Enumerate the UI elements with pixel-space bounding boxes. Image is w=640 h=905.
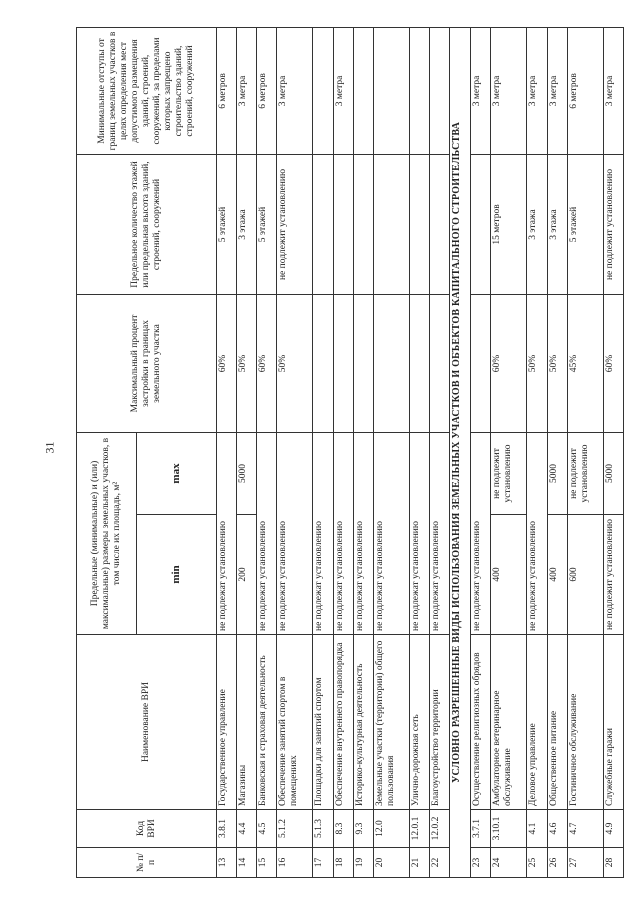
row-setback: 3 метра: [603, 27, 623, 154]
row-area-min: 600: [567, 514, 603, 634]
row-name: Благоустройство территории: [430, 634, 450, 809]
row-area-max: не подлежит установлению: [491, 432, 527, 514]
row-code: 4.1: [527, 809, 547, 847]
row-area-merged: не подлежат установлению: [217, 432, 237, 634]
row-setback: 3 метра: [527, 27, 547, 154]
row-floors: [313, 154, 333, 294]
row-name: Государственное управление: [217, 634, 237, 809]
row-number: 20: [373, 847, 409, 877]
header-area: Предельные (минимальные) и (или) максимальные) размеры земельных участков, в том числе их площадь, м²: [77, 432, 137, 634]
row-area-min: 400: [491, 514, 527, 634]
table-row: [217, 27, 237, 877]
row-percent: 50%: [527, 294, 547, 432]
rotated-table-container: [76, 28, 624, 878]
row-percent: 60%: [217, 294, 237, 432]
row-setback: 3 метра: [547, 27, 567, 154]
row-number: 17: [313, 847, 333, 877]
header-code: Код ВРИ: [77, 809, 217, 847]
row-area-merged: не подлежат установлению: [277, 432, 313, 634]
row-area-min: 400: [547, 514, 567, 634]
row-name: Площадки для занятий спортом: [313, 634, 333, 809]
table-row: [277, 27, 313, 877]
row-setback: 6 метров: [257, 27, 277, 154]
table-row: [313, 27, 333, 877]
row-number: 15: [257, 847, 277, 877]
row-name: Гостиничное обслуживание: [567, 634, 603, 809]
row-area-merged: не подлежат установлению: [257, 432, 277, 634]
table-row: [527, 27, 547, 877]
row-number: 23: [471, 847, 491, 877]
header-num: № п/п: [77, 847, 217, 877]
row-setback: 6 метров: [567, 27, 603, 154]
row-setback: 6 метров: [217, 27, 237, 154]
row-area-merged: не подлежат установлению: [430, 432, 450, 634]
row-floors: [333, 154, 353, 294]
row-number: 21: [409, 847, 429, 877]
row-name: Магазины: [237, 634, 257, 809]
row-code: 3.10.1: [491, 809, 527, 847]
row-percent: [333, 294, 353, 432]
row-floors: 5 этажей: [257, 154, 277, 294]
row-area-max: 5000: [603, 432, 623, 514]
row-number: 19: [353, 847, 373, 877]
row-setback: [353, 27, 373, 154]
row-floors: 5 этажей: [217, 154, 237, 294]
row-area-merged: не подлежат установлению: [527, 432, 547, 634]
row-name: Служебные гаражи: [603, 634, 623, 809]
table-row: [409, 27, 429, 877]
row-area-merged: не подлежат установлению: [313, 432, 333, 634]
row-number: 26: [547, 847, 567, 877]
row-number: 25: [527, 847, 547, 877]
table-row: [353, 27, 373, 877]
header-floors: Предельное количество этажей или предельная высота зданий, строений, сооружений: [77, 154, 217, 294]
row-floors: 3 этажа: [237, 154, 257, 294]
row-percent: 60%: [603, 294, 623, 432]
row-code: 5.1.3: [313, 809, 333, 847]
row-code: 3.8.1: [217, 809, 237, 847]
row-setback: [430, 27, 450, 154]
row-name: Общественное питание: [547, 634, 567, 809]
row-setback: 3 метра: [471, 27, 491, 154]
row-floors: 3 этажа: [547, 154, 567, 294]
row-name: Улично-дорожная сеть: [409, 634, 429, 809]
header-min: min: [137, 514, 217, 634]
row-area-min: не подлежит установлению: [603, 514, 623, 634]
row-floors: 3 этажа: [527, 154, 547, 294]
row-percent: 50%: [237, 294, 257, 432]
table-row: [430, 27, 450, 877]
row-setback: 3 метра: [277, 27, 313, 154]
header-max: max: [137, 432, 217, 514]
table-body-conditional: [471, 27, 624, 877]
row-name: Амбулаторное ветеринарное обслуживание: [491, 634, 527, 809]
row-area-merged: не подлежат установлению: [471, 432, 491, 634]
table-row: [373, 27, 409, 877]
row-percent: 50%: [277, 294, 313, 432]
row-percent: [313, 294, 333, 432]
table-row: [491, 27, 527, 877]
section-title: УСЛОВНО РАЗРЕШЕННЫЕ ВИДЫ ИСПОЛЬЗОВАНИЯ ЗЕМЕЛЬНЫХ УЧАСТКОВ И ОБЪЕКТОВ КАПИТАЛЬНОГО СТРОИТЕЛЬСТВА: [450, 27, 471, 877]
row-code: 8.3: [333, 809, 353, 847]
row-area-merged: не подлежат установлению: [333, 432, 353, 634]
row-setback: [409, 27, 429, 154]
row-floors: 5 этажей: [567, 154, 603, 294]
row-percent: [409, 294, 429, 432]
row-floors: не подлежит установлению: [277, 154, 313, 294]
row-name: Деловое управление: [527, 634, 547, 809]
row-code: 12.0.1: [409, 809, 429, 847]
row-number: 18: [333, 847, 353, 877]
row-floors: [373, 154, 409, 294]
table-row: [567, 27, 603, 877]
row-setback: [373, 27, 409, 154]
table-row: [603, 27, 623, 877]
header-percent: Максимальный процент застройки в границах земельного участка: [77, 294, 217, 432]
row-code: 12.0: [373, 809, 409, 847]
row-percent: [430, 294, 450, 432]
row-number: 14: [237, 847, 257, 877]
row-number: 22: [430, 847, 450, 877]
row-number: 16: [277, 847, 313, 877]
row-area-min: 200: [237, 514, 257, 634]
row-setback: [313, 27, 333, 154]
row-floors: не подлежит установлению: [603, 154, 623, 294]
row-code: 5.1.2: [277, 809, 313, 847]
row-code: 4.7: [567, 809, 603, 847]
row-percent: 60%: [257, 294, 277, 432]
row-name: Осуществление религиозных обрядов: [471, 634, 491, 809]
row-area-max: не подлежит установлению: [567, 432, 603, 514]
row-floors: [353, 154, 373, 294]
row-name: Обеспечение внутреннего правопорядка: [333, 634, 353, 809]
row-floors: [409, 154, 429, 294]
row-code: 4.6: [547, 809, 567, 847]
table-row: [257, 27, 277, 877]
row-code: 9.3: [353, 809, 373, 847]
row-area-merged: не подлежат установлению: [353, 432, 373, 634]
row-area-merged: не подлежат установлению: [373, 432, 409, 634]
table-row: [237, 27, 257, 877]
row-code: 4.5: [257, 809, 277, 847]
row-name: Земельные участки (территории) общего пользования: [373, 634, 409, 809]
row-percent: 50%: [547, 294, 567, 432]
table-row: [471, 27, 491, 877]
row-percent: 45%: [567, 294, 603, 432]
row-area-max: 5000: [237, 432, 257, 514]
row-setback: 3 метра: [333, 27, 353, 154]
row-code: 4.4: [237, 809, 257, 847]
row-number: 27: [567, 847, 603, 877]
row-percent: [353, 294, 373, 432]
row-code: 12.0.2: [430, 809, 450, 847]
row-number: 13: [217, 847, 237, 877]
table-body-section: [450, 27, 471, 877]
row-name: Банковская и страховая деятельность: [257, 634, 277, 809]
row-floors: [471, 154, 491, 294]
row-number: 28: [603, 847, 623, 877]
row-code: 4.9: [603, 809, 623, 847]
row-code: 3.7.1: [471, 809, 491, 847]
header-name: Наименование ВРИ: [77, 634, 217, 809]
row-percent: [471, 294, 491, 432]
row-area-merged: не подлежат установлению: [409, 432, 429, 634]
row-name: Обеспечение занятий спортом в помещениях: [277, 634, 313, 809]
page-number: 31: [42, 441, 57, 454]
row-percent: 60%: [491, 294, 527, 432]
row-floors: [430, 154, 450, 294]
row-area-max: 5000: [547, 432, 567, 514]
header-setback: Минимальные отступы от границ земельных участков в целях определения мест допустимого размещения зданий, строений, сооружений, за пределами которых запрещено строительство зданий, строений, сооружений: [77, 27, 217, 154]
row-setback: 3 метра: [237, 27, 257, 154]
zoning-table: [76, 26, 624, 877]
table-row: [333, 27, 353, 877]
table-row: [547, 27, 567, 877]
row-name: Историко-культурная деятельность: [353, 634, 373, 809]
row-floors: 15 метров: [491, 154, 527, 294]
row-setback: 3 метра: [491, 27, 527, 154]
row-number: 24: [491, 847, 527, 877]
row-percent: [373, 294, 409, 432]
table-body-permitted: [217, 27, 450, 877]
